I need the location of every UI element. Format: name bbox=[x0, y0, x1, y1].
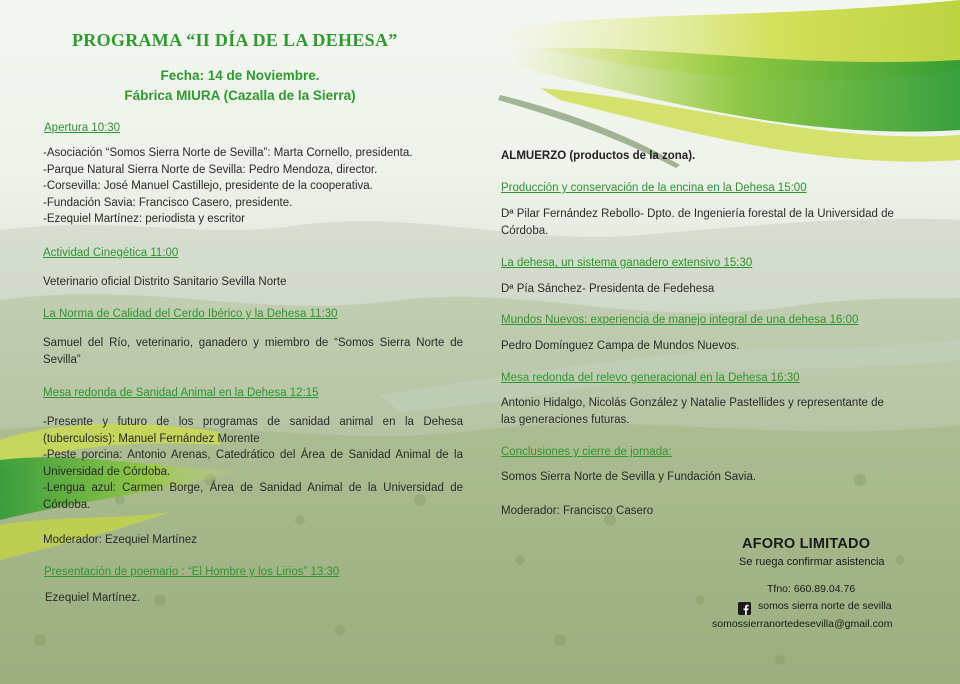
mesa-sanidad-heading: Mesa redonda de Sanidad Animal en la Dehesa 12:15 bbox=[43, 387, 319, 399]
cinegetica-text: Veterinario oficial Distrito Sanitario Sevilla Norte bbox=[43, 276, 287, 288]
list-item: -Parque Natural Sierra Norte de Sevilla: Pedro Mendoza, director. bbox=[43, 163, 378, 176]
conclusiones-heading: Conclusiones y cierre de jornada: bbox=[501, 446, 672, 458]
list-item: -Asociación “Somos Sierra Norte de Sevilla”: Marta Cornello, presidenta. bbox=[43, 147, 413, 159]
facebook-icon bbox=[738, 600, 751, 613]
aforo-title: AFORO LIMITADO bbox=[742, 536, 871, 552]
list-item: -Corsevilla: José Manuel Castillejo, presidente de la cooperativa. bbox=[43, 180, 373, 192]
ganadero-text: Dª Pía Sánchez- Presidenta de Fedehesa bbox=[501, 283, 715, 295]
cinegetica-heading: Actividad Cinegética 11:00 bbox=[43, 247, 179, 259]
email-address[interactable]: somossierranortedesevilla@gmail.com bbox=[712, 618, 893, 630]
apertura-list bbox=[43, 145, 463, 228]
encina-heading: Producción y conservación de la encina en la Dehesa 15:00 bbox=[501, 182, 807, 194]
mundos-text: Pedro Domínguez Campa de Mundos Nuevos. bbox=[501, 340, 740, 352]
moderador-right: Moderador: Francisco Casero bbox=[501, 505, 654, 517]
moderador-left: Moderador: Ezequiel Martínez bbox=[43, 534, 198, 546]
list-item: -Peste porcina: Antonio Arenas, Catedrático del Área de Sanidad Animal de la Universidad de Córdoba. bbox=[43, 449, 463, 478]
facebook-page[interactable]: somos sierra norte de sevilla bbox=[758, 600, 892, 612]
almuerzo-heading: ALMUERZO (productos de la zona). bbox=[501, 150, 696, 162]
page-title: PROGRAMA “II DÍA DE LA DEHESA” bbox=[72, 30, 398, 50]
norma-heading: La Norma de Calidad del Cerdo Ibérico y la Dehesa 11:30 bbox=[43, 308, 338, 320]
norma-text: Samuel del Río, veterinario, ganadero y miembro de “Somos Sierra Norte de Sevilla” bbox=[43, 337, 463, 366]
mesa-sanidad-list bbox=[43, 414, 463, 513]
phone-number: Tfno: 660.89.04.76 bbox=[767, 583, 856, 595]
mundos-heading: Mundos Nuevos: experiencia de manejo integral de una dehesa 16:00 bbox=[501, 314, 859, 326]
aforo-subtitle: Se ruega confirmar asistencia bbox=[739, 556, 885, 568]
poemario-text: Ezequiel Martínez. bbox=[45, 592, 141, 604]
encina-text: Dª Pilar Fernández Rebollo- Dpto. de Ingeniería forestal de la Universidad de Córdoba. bbox=[501, 208, 894, 237]
list-item: -Lengua azul: Carmen Borge, Área de Sanidad Animal de la Universidad de Córdoba. bbox=[43, 482, 463, 511]
relevo-heading: Mesa redonda del relevo generacional en la Dehesa 16:30 bbox=[501, 372, 800, 384]
list-item: -Ezequiel Martínez: periodista y escritor bbox=[43, 213, 245, 225]
apertura-heading: Apertura 10:30 bbox=[44, 122, 121, 134]
poemario-heading: Presentación de poemario : “El Hombre y los Lirios” 13:30 bbox=[44, 566, 340, 578]
list-item: -Fundación Savia: Francisco Casero, presidente. bbox=[43, 196, 293, 209]
ganadero-heading: La dehesa, un sistema ganadero extensivo 15:30 bbox=[501, 257, 753, 269]
event-venue: Fábrica MIURA (Cazalla de la Sierra) bbox=[124, 88, 356, 103]
conclusiones-text: Somos Sierra Norte de Sevilla y Fundación Savia. bbox=[501, 471, 757, 483]
event-date: Fecha: 14 de Noviembre. bbox=[160, 68, 320, 83]
list-item: -Presente y futuro de los programas de sanidad animal en la Dehesa (tuberculosis): Manuel Fernández Morente bbox=[43, 416, 463, 445]
relevo-text: Antonio Hidalgo, Nicolás González y Natalie Pastellides y representante de las generaciones futuras. bbox=[501, 397, 884, 426]
